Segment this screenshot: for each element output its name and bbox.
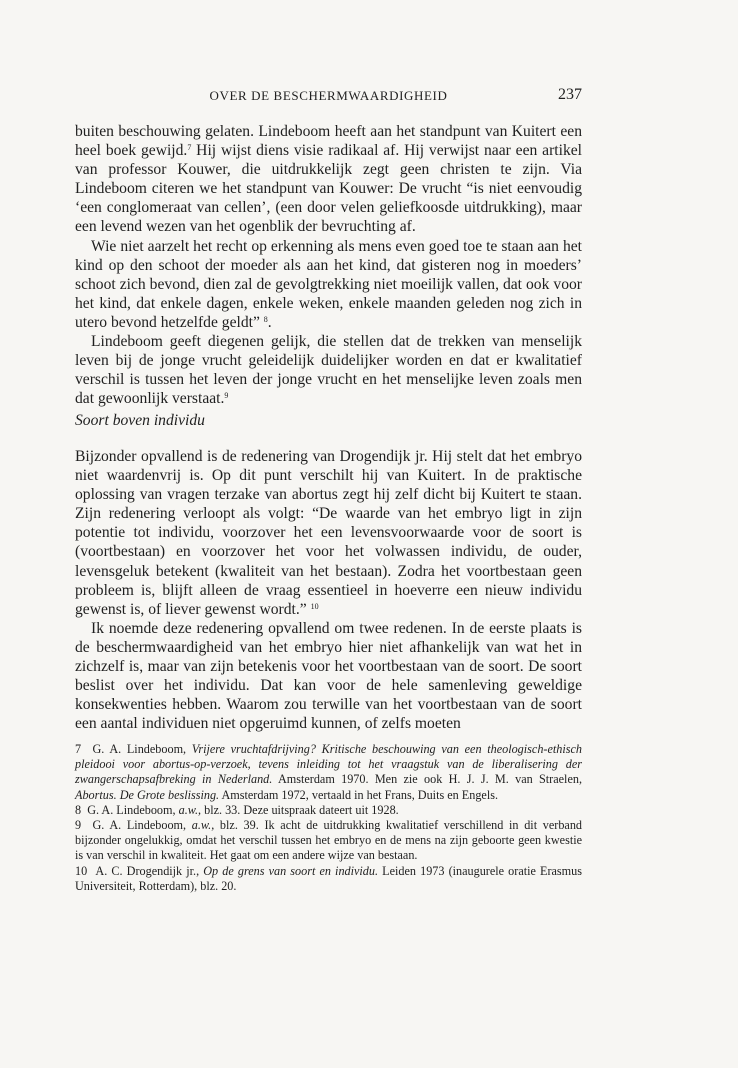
paragraph-2: Wie niet aarzelt het recht op erkenning als mens even goed toe te staan aan het kind op den schoot der moeder als aan het kind, dat gisteren nog in moeders’ schoot zich bevond, dien zal de gevolgtrekking niet moeilijk vallen, dat ook voor het kind, dat enkele dagen, enkele weken, enkele maanden geleden nog zich in utero bevond hetzelfde geldt” $^8$. — [75, 237, 582, 331]
paragraph-3: Lindeboom geeft diegenen gelijk, die stellen dat de trekken van menselijk leven bij de jonge vrucht geleidelijk duidelijker worden en dat er kwalitatief verschil is tussen het leven der jonge vrucht en het menselijke leven zoals men dat gewoonlijk verstaat.$^9$ — [75, 333, 582, 408]
footnote-10: 10 A. C. Drogendijk jr., Op de grens van soort en individu. Leiden 1973 (inaugurele oratie Erasmus Universiteit, Rotterdam), blz. 20. — [75, 863, 582, 893]
paragraph-1: buiten beschouwing gelaten. Lindeboom heeft aan het standpunt van Kuitert een heel boek gewijd.$^7$ Hij wijst diens visie radikaal af. Hij verwijst naar een artikel van professor Kouwer, die uitdrukkelijk zegt geen christen te zijn. Via Lindeboom citeren we het standpunt van Kouwer: De vrucht “is niet eenvoudig ‘een conglomeraat van cellen’, (een door velen geliefkoosde uitdrukking), maar een levend wezen van het ogenblik der bevruchting af. — [75, 123, 582, 236]
page-header — [75, 86, 582, 108]
body-text-bottom — [75, 447, 582, 733]
footnote-ref-9: 9 — [224, 391, 229, 401]
body-text-top — [75, 122, 582, 408]
footnote-ref-10: 10 — [310, 601, 319, 611]
page-number: 237 — [558, 86, 582, 103]
paragraph-5: Ik noemde deze redenering opvallend om twee redenen. In de eerste plaats is de beschermwaardigheid van het embryo hier niet afhankelijk van wat het in zichzelf is, maar van zijn betekenis voor het voortbestaan van de soort. De soort beslist over het individu. Dat kan voor de hele samenleving geweldige konsekwenties hebben. Waarom zou terwille van het voortbestaan van de soort een aantal individuen niet opgeruimd kunnen, of zelfs moeten — [75, 619, 582, 733]
footnote-9: 9 G. A. Lindeboom, a.w., blz. 39. Ik acht de uitdrukking kwalitatief verschillend in dit verband bijzonder ongelukkig, omdat het verschil tussen het embryo en de mens na zijn geboorte geen kwestie is van verschil in kwaliteit. Het gaat om een andere wijze van bestaan. — [75, 818, 583, 863]
footnote-7: 7 G. A. Lindeboom, Vrijere vruchtafdrijving? Kritische beschouwing van een theologisch-ethisch pleidooi voor abortus-op-verzoek, tevens inleiding tot het vraagstuk van de liberalisering der zwangerschapsafbreking in Nederland. Amsterdam 1970. Men zie ook H. J. J. M. van Straelen, Abortus. De Grote beslissing. Amsterdam 1972, vertaald in het Frans, Duits en Engels. — [75, 742, 582, 802]
footnote-ref-8: 8 — [263, 314, 268, 324]
paragraph-4: Bijzonder opvallend is de redenering van Drogendijk jr. Hij stelt dat het embryo niet waardenvrij is. Op dit punt verschilt hij van Kuitert. In de praktische oplossing van vragen terzake van abortus zegt hij zelf dicht bij Kuitert te staan. Zijn redenering verloopt als volgt: “De waarde van het embryo ligt in zijn potentie tot individu, voorzover het een levensvoorwaarde voor de soort is (voortbestaan) en voorzover het voor het volwassen individu, de ouder, levensgeluk betekent (kwaliteit van het bestaan). Zodra het voortbestaan geen probleem is, blijft alleen de vraag essentieel in hoeverre een nieuw individu gewenst is, of liever gewenst wordt.” $^{10}$ — [75, 448, 582, 618]
footnotes — [75, 742, 582, 894]
footnote-ref-7: 7 — [187, 143, 192, 153]
footnote-8: 8 G. A. Lindeboom, a.w., blz. 33. Deze uitspraak dateert uit 1928. — [75, 802, 399, 817]
section-heading: Soort boven individu — [75, 412, 205, 429]
running-title: OVER DE BESCHERMWAARDIGHEID — [209, 88, 448, 103]
